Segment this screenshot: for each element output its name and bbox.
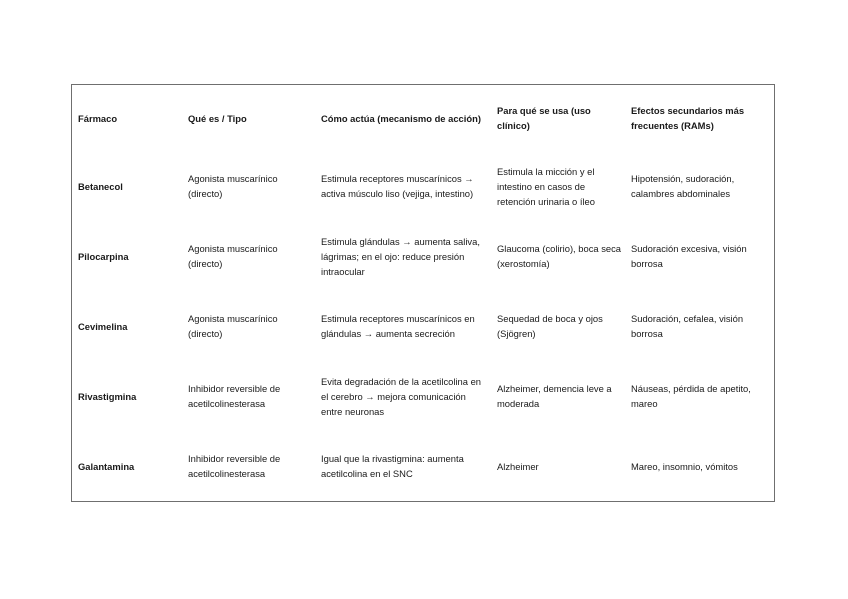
drug-effects: Sudoración excesiva, visión borrosa xyxy=(631,243,747,269)
drug-use: Glaucoma (colirio), boca seca (xerostomía) xyxy=(497,243,622,269)
drug-use: Estimula la micción y el intestino en casos de retención urinaria o íleo xyxy=(497,165,595,207)
drug-type: Agonista muscarínico (directo) xyxy=(188,173,278,199)
drug-name: Rivastigmina xyxy=(78,390,137,402)
table-header xyxy=(74,85,774,151)
drug-type: Agonista muscarínico (directo) xyxy=(188,243,278,269)
drug-name: Cevimelina xyxy=(78,320,128,332)
drug-table xyxy=(74,85,774,501)
table-row xyxy=(74,221,774,291)
drug-use: Sequedad de boca y ojos (Sjögren) xyxy=(497,313,603,339)
header-drug: Fármaco xyxy=(78,112,118,124)
drug-type: Inhibidor reversible de acetilcolinesterasa xyxy=(188,453,281,479)
table-row xyxy=(74,151,774,221)
drug-type: Agonista muscarínico (directo) xyxy=(188,313,278,339)
drug-name: Pilocarpina xyxy=(78,250,129,262)
drug-mechanism: Evita degradación de la acetilcolina en el cerebro → mejora comunicación entre neuronas xyxy=(321,375,482,417)
drug-effects: Náuseas, pérdida de apetito, mareo xyxy=(631,383,751,409)
drug-type: Inhibidor reversible de acetilcolinesterasa xyxy=(188,383,281,409)
header-type: Qué es / Tipo xyxy=(188,112,247,124)
drug-name: Betanecol xyxy=(78,180,123,192)
drug-mechanism: Estimula receptores muscarínicos en glándulas → aumenta secreción xyxy=(321,313,475,339)
header-effects: Efectos secundarios más frecuentes (RAMs) xyxy=(631,105,745,131)
header-mechanism: Cómo actúa (mecanismo de acción) xyxy=(321,112,481,124)
table-body xyxy=(74,151,774,501)
header-use: Para qué se usa (uso clínico) xyxy=(497,105,591,131)
drug-mechanism: Igual que la rivastigmina: aumenta acetilcolina en el SNC xyxy=(321,453,464,479)
drug-effects: Hipotensión, sudoración, calambres abdominales xyxy=(631,173,735,199)
table-row xyxy=(74,291,774,361)
table-frame xyxy=(71,84,775,502)
header-row xyxy=(74,85,774,151)
table-row xyxy=(74,361,774,431)
drug-use: Alzheimer, demencia leve a moderada xyxy=(497,383,612,409)
drug-effects: Mareo, insomnio, vómitos xyxy=(631,460,738,472)
table-row xyxy=(74,431,774,501)
drug-effects: Sudoración, cefalea, visión borrosa xyxy=(631,313,744,339)
drug-use: Alzheimer xyxy=(497,460,539,472)
drug-name: Galantamina xyxy=(78,460,135,472)
drug-mechanism: Estimula receptores muscarínicos → activa músculo liso (vejiga, intestino) xyxy=(321,173,474,199)
drug-mechanism: Estimula glándulas → aumenta saliva, lágrimas; en el ojo: reduce presión intraocular xyxy=(321,235,480,277)
